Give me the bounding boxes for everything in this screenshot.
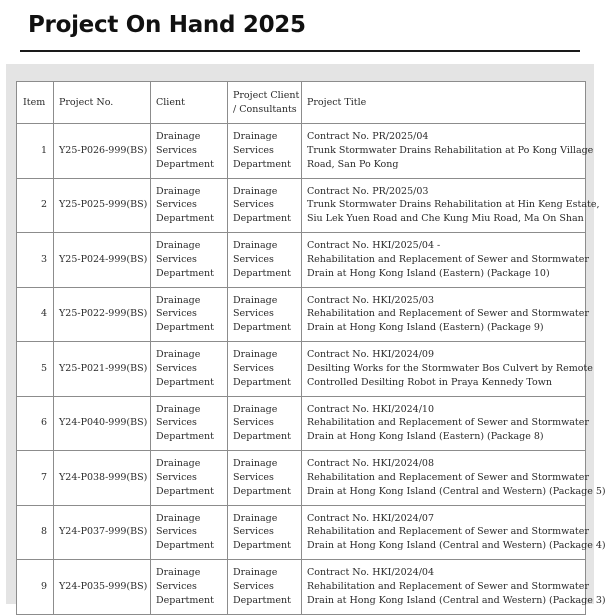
table-header-row <box>17 82 586 124</box>
cell-consultant-line: Department <box>233 158 291 170</box>
cell-client-line: Department <box>156 485 214 497</box>
cell-client-line: Services <box>156 526 197 538</box>
column-header-project-no: Project No. <box>54 82 151 124</box>
cell-consultant-line: Drainage <box>233 185 278 197</box>
cell-title-line: Road, San Po Kong <box>307 158 399 170</box>
cell-client-line: Services <box>156 580 197 592</box>
cell-title-line: Drain at Hong Kong Island (Eastern) (Package 10) <box>307 267 550 279</box>
cell-project-no: Y24-P040-999(BS) <box>54 396 151 451</box>
table-row <box>17 178 586 233</box>
cell-title-line: Contract No. PR/2025/03 <box>307 185 429 197</box>
cell-client-line: Department <box>156 594 214 606</box>
cell-item: 2 <box>17 178 54 233</box>
cell-consultant-line: Services <box>233 526 274 538</box>
cell-title-line: Drain at Hong Kong Island (Central and Western) (Package 5) <box>307 485 606 497</box>
cell-consultant-line: Department <box>233 376 291 388</box>
cell-title-line: Rehabilitation and Replacement of Sewer and Stormwater <box>307 526 589 538</box>
cell-title-line: Contract No. HKI/2024/09 <box>307 349 434 361</box>
cell-title-line: Trunk Stormwater Drains Rehabilitation at Po Kong Village <box>307 144 594 156</box>
table-row <box>17 287 586 342</box>
cell-project-title <box>302 451 606 506</box>
cell-project-no: Y24-P038-999(BS) <box>54 451 151 506</box>
cell-consultant <box>228 287 302 342</box>
cell-client-line: Department <box>156 322 214 334</box>
cell-client <box>151 124 228 179</box>
cell-client <box>151 560 228 615</box>
table-row <box>17 124 586 179</box>
cell-client-line: Services <box>156 362 197 374</box>
column-header-item: Item <box>17 82 54 124</box>
cell-consultant-line: Department <box>233 594 291 606</box>
cell-title-line: Rehabilitation and Replacement of Sewer and Stormwater <box>307 580 589 592</box>
cell-consultant <box>228 342 302 397</box>
column-header-consultants-line: / Consultants <box>233 103 297 115</box>
cell-client-line: Department <box>156 158 214 170</box>
cell-title-line: Drain at Hong Kong Island (Central and Western) (Package 4) <box>307 540 606 552</box>
table-row <box>17 505 586 560</box>
cell-title-line: Contract No. HKI/2024/10 <box>307 403 434 415</box>
cell-title-line: Rehabilitation and Replacement of Sewer and Stormwater <box>307 471 589 483</box>
cell-consultant-line: Drainage <box>233 458 278 470</box>
column-header-project-title: Project Title <box>302 82 586 124</box>
table-row <box>17 560 586 615</box>
cell-title-line: Rehabilitation and Replacement of Sewer and Stormwater <box>307 417 589 429</box>
column-header-client: Client <box>151 82 228 124</box>
cell-project-no: Y25-P022-999(BS) <box>54 287 151 342</box>
table-row <box>17 342 586 397</box>
cell-client-line: Services <box>156 471 197 483</box>
cell-consultant <box>228 451 302 506</box>
cell-client-line: Services <box>156 308 197 320</box>
cell-consultant-line: Department <box>233 322 291 334</box>
cell-project-title <box>302 505 606 560</box>
cell-title-line: Contract No. HKI/2024/04 <box>307 567 434 579</box>
cell-client-line: Department <box>156 540 214 552</box>
cell-consultant-line: Department <box>233 540 291 552</box>
cell-consultant-line: Services <box>233 471 274 483</box>
cell-title-line: Contract No. HKI/2025/03 <box>307 294 434 306</box>
cell-item: 1 <box>17 124 54 179</box>
cell-client-line: Department <box>156 376 214 388</box>
cell-consultant <box>228 505 302 560</box>
cell-project-no: Y25-P025-999(BS) <box>54 178 151 233</box>
cell-consultant <box>228 233 302 288</box>
cell-title-line: Controlled Desilting Robot in Praya Kennedy Town <box>307 376 552 388</box>
column-header-consultants <box>228 82 302 124</box>
cell-item: 4 <box>17 287 54 342</box>
cell-project-no: Y25-P024-999(BS) <box>54 233 151 288</box>
table-header <box>17 82 586 124</box>
cell-title-line: Rehabilitation and Replacement of Sewer and Stormwater <box>307 308 589 320</box>
cell-project-no: Y25-P026-999(BS) <box>54 124 151 179</box>
cell-client-line: Drainage <box>156 512 201 524</box>
cell-consultant-line: Services <box>233 199 274 211</box>
cell-title-line: Trunk Stormwater Drains Rehabilitation at Hin Keng Estate, <box>307 199 600 211</box>
cell-project-title <box>302 396 589 451</box>
cell-consultant-line: Services <box>233 362 274 374</box>
cell-client <box>151 451 228 506</box>
cell-consultant-line: Services <box>233 253 274 265</box>
cell-client-line: Drainage <box>156 567 201 579</box>
cell-client <box>151 342 228 397</box>
cell-client <box>151 233 228 288</box>
table-row <box>17 396 586 451</box>
cell-client-line: Drainage <box>156 294 201 306</box>
cell-title-line: Siu Lek Yuen Road and Che Kung Miu Road, Ma On Shan <box>307 213 584 225</box>
cell-item: 5 <box>17 342 54 397</box>
cell-item: 6 <box>17 396 54 451</box>
cell-item: 7 <box>17 451 54 506</box>
cell-consultant-line: Drainage <box>233 512 278 524</box>
cell-client <box>151 396 228 451</box>
cell-consultant-line: Department <box>233 267 291 279</box>
cell-consultant <box>228 560 302 615</box>
cell-title-line: Drain at Hong Kong Island (Central and Western) (Package 3) <box>307 594 606 606</box>
cell-consultant-line: Services <box>233 308 274 320</box>
cell-client-line: Drainage <box>156 240 201 252</box>
cell-client-line: Drainage <box>156 131 201 143</box>
cell-title-line: Desilting Works for the Stormwater Bos Culvert by Remote <box>307 362 593 374</box>
cell-item: 3 <box>17 233 54 288</box>
cell-item: 9 <box>17 560 54 615</box>
cell-consultant <box>228 124 302 179</box>
cell-title-line: Rehabilitation and Replacement of Sewer and Stormwater <box>307 253 589 265</box>
cell-consultant-line: Services <box>233 580 274 592</box>
cell-title-line: Drain at Hong Kong Island (Eastern) (Package 9) <box>307 322 544 334</box>
cell-client-line: Services <box>156 253 197 265</box>
cell-title-line: Contract No. PR/2025/04 <box>307 131 429 143</box>
cell-client-line: Drainage <box>156 403 201 415</box>
cell-client <box>151 178 228 233</box>
table-row <box>17 233 586 288</box>
cell-item: 8 <box>17 505 54 560</box>
table-body <box>17 124 606 615</box>
cell-title-line: Contract No. HKI/2025/04 - <box>307 240 441 252</box>
page-title: Project On Hand 2025 <box>28 12 306 38</box>
cell-client <box>151 505 228 560</box>
cell-client-line: Department <box>156 431 214 443</box>
cell-consultant-line: Services <box>233 144 274 156</box>
cell-project-title <box>302 287 589 342</box>
cell-consultant-line: Department <box>233 431 291 443</box>
cell-project-no: Y25-P021-999(BS) <box>54 342 151 397</box>
cell-project-title <box>302 124 594 179</box>
cell-client-line: Department <box>156 267 214 279</box>
cell-project-title <box>302 233 589 288</box>
cell-project-title <box>302 178 600 233</box>
cell-title-line: Contract No. HKI/2024/07 <box>307 512 434 524</box>
cell-consultant-line: Drainage <box>233 349 278 361</box>
cell-client-line: Drainage <box>156 185 201 197</box>
project-table <box>16 81 606 615</box>
cell-client-line: Services <box>156 417 197 429</box>
cell-consultant-line: Department <box>233 213 291 225</box>
cell-title-line: Drain at Hong Kong Island (Eastern) (Package 8) <box>307 431 544 443</box>
cell-consultant-line: Drainage <box>233 131 278 143</box>
page-header <box>0 0 600 62</box>
cell-client-line: Drainage <box>156 349 201 361</box>
cell-consultant <box>228 396 302 451</box>
cell-project-title <box>302 342 593 397</box>
column-header-consultants-line: Project Client <box>233 89 300 101</box>
title-divider <box>20 50 580 52</box>
cell-project-no: Y24-P037-999(BS) <box>54 505 151 560</box>
cell-project-no: Y24-P035-999(BS) <box>54 560 151 615</box>
cell-client-line: Department <box>156 213 214 225</box>
cell-consultant <box>228 178 302 233</box>
cell-consultant-line: Services <box>233 417 274 429</box>
cell-project-title <box>302 560 606 615</box>
cell-consultant-line: Drainage <box>233 240 278 252</box>
cell-title-line: Contract No. HKI/2024/08 <box>307 458 434 470</box>
cell-client <box>151 287 228 342</box>
cell-client-line: Drainage <box>156 458 201 470</box>
cell-consultant-line: Drainage <box>233 403 278 415</box>
table-row <box>17 451 586 506</box>
cell-consultant-line: Drainage <box>233 294 278 306</box>
cell-consultant-line: Drainage <box>233 567 278 579</box>
cell-client-line: Services <box>156 199 197 211</box>
cell-client-line: Services <box>156 144 197 156</box>
cell-consultant-line: Department <box>233 485 291 497</box>
